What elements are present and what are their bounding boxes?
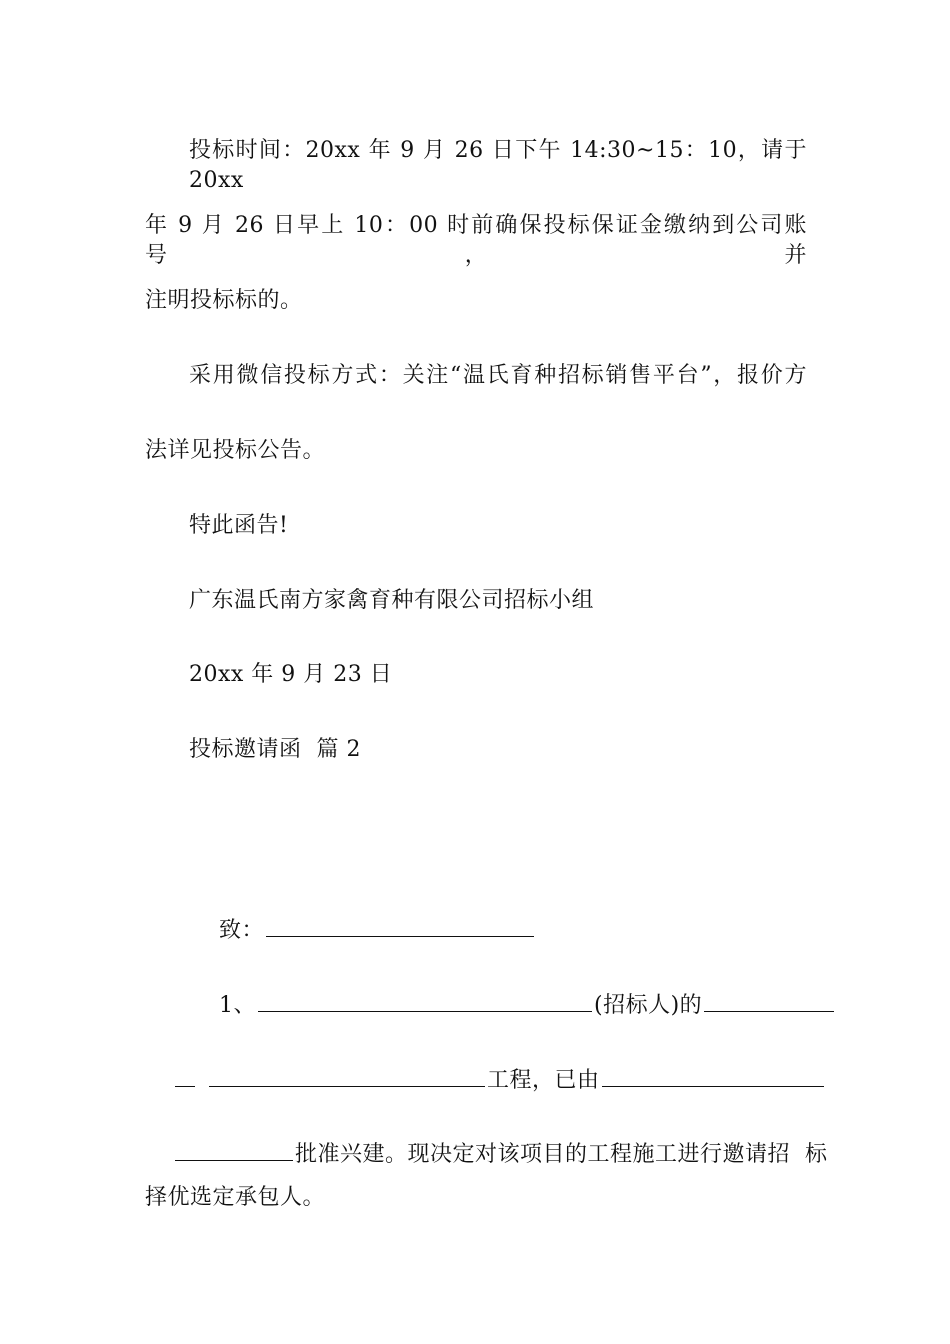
- to-label: 致：: [218, 918, 264, 943]
- signature-text: 广东温氏南方家禽育种有限公司招标小组: [189, 588, 595, 613]
- paragraph-wechat-line1: 采用微信投标方式：关注“温氏育种招标销售平台”，报价方: [189, 363, 807, 388]
- item1-mid-text: (招标人)的: [593, 993, 703, 1018]
- recipient-blank: [266, 914, 534, 937]
- project-blank-2: [209, 1064, 485, 1087]
- date-text: 20xx 年 9 月 23 日: [189, 662, 393, 687]
- section-title: 投标邀请函 篇 2: [189, 737, 361, 762]
- item1-line3-text: 批准兴建。现决定对该项目的工程施工进行邀请招 标: [294, 1142, 828, 1167]
- item1-line4: 择优选定承包人。: [145, 1185, 326, 1210]
- project-name-blank: [704, 989, 834, 1012]
- paragraph-bid-time-line1: 投标时间：20xx 年 9 月 26 日下午 14:30~15：10，请于 20xx: [189, 138, 807, 193]
- paragraph-bid-time-line2: 年 9 月 26 日早上 10：00 时前确保投标保证金缴纳到公司账号，并: [145, 213, 807, 268]
- paragraph-bid-time-line3: 注明投标标的。: [145, 288, 303, 313]
- item1-line2-text: 工程，已由: [486, 1068, 600, 1093]
- item1-number: 1、: [218, 993, 256, 1018]
- project-name-blank-cont: [175, 1064, 195, 1087]
- paragraph-wechat-line2: 法详见投标公告。: [145, 438, 326, 463]
- approver-blank-cont: [175, 1138, 293, 1161]
- closing-text: 特此函告!: [189, 513, 289, 538]
- tenderer-blank: [258, 989, 592, 1012]
- approver-blank: [602, 1064, 824, 1087]
